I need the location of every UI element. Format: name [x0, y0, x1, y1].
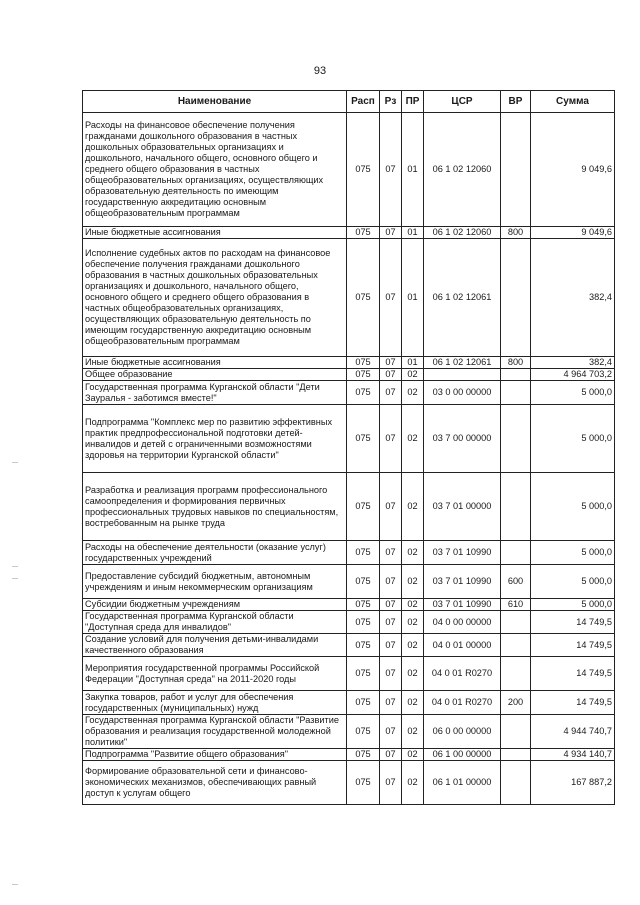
row-pr: 02 [402, 611, 424, 634]
row-vr: 600 [501, 565, 531, 599]
row-vr [501, 657, 531, 691]
row-rasp: 075 [347, 381, 380, 405]
row-rasp: 075 [347, 657, 380, 691]
row-rasp: 075 [347, 357, 380, 369]
row-sum: 382,4 [531, 239, 615, 357]
row-name: Государственная программа Курганской области "Доступная среда для инвалидов" [83, 611, 347, 634]
table-row [83, 357, 615, 369]
row-csr: 06 0 00 00000 [424, 715, 501, 749]
row-sum: 5 000,0 [531, 541, 615, 565]
table-row [83, 369, 615, 381]
row-vr [501, 369, 531, 381]
row-pr: 02 [402, 761, 424, 805]
row-vr [501, 405, 531, 473]
row-sum: 4 944 740,7 [531, 715, 615, 749]
budget-table [82, 90, 615, 805]
row-sum: 9 049,6 [531, 113, 615, 227]
table-row [83, 113, 615, 227]
table-header-row [83, 91, 615, 113]
row-pr: 01 [402, 113, 424, 227]
row-name: Формирование образовательной сети и финансово-экономических механизмов, обеспечивающих равный доступ к услугам общего [83, 761, 347, 805]
row-csr: 06 1 02 12061 [424, 239, 501, 357]
row-name: Закупка товаров, работ и услуг для обеспечения государственных (муниципальных) нужд [83, 691, 347, 715]
row-rz: 07 [380, 611, 402, 634]
row-sum: 5 000,0 [531, 405, 615, 473]
row-pr: 01 [402, 357, 424, 369]
row-csr: 04 0 00 00000 [424, 611, 501, 634]
row-name: Создание условий для получения детьми-инвалидами качественного образования [83, 634, 347, 657]
row-csr: 03 7 01 10990 [424, 541, 501, 565]
row-vr: 610 [501, 599, 531, 611]
row-vr [501, 749, 531, 761]
margin-mark [12, 884, 18, 885]
header-rz: Рз [380, 91, 402, 113]
row-rz: 07 [380, 761, 402, 805]
row-csr [424, 369, 501, 381]
row-name: Разработка и реализация программ профессионального самоопределения и формирования первичных профессиональных трудовых навыков по специальностям, востребованным на рынке труда [83, 473, 347, 541]
row-csr: 06 1 02 12060 [424, 227, 501, 239]
row-rasp: 075 [347, 691, 380, 715]
row-vr [501, 541, 531, 565]
row-rasp: 075 [347, 473, 380, 541]
row-vr [501, 715, 531, 749]
row-pr: 02 [402, 599, 424, 611]
row-sum: 5 000,0 [531, 565, 615, 599]
row-pr: 02 [402, 657, 424, 691]
row-rz: 07 [380, 691, 402, 715]
table-row [83, 227, 615, 239]
row-sum: 5 000,0 [531, 381, 615, 405]
row-name: Предоставление субсидий бюджетным, автономным учреждениям и иным некоммерческим организациям [83, 565, 347, 599]
row-sum: 14 749,5 [531, 691, 615, 715]
margin-mark [12, 566, 18, 567]
row-pr: 02 [402, 715, 424, 749]
row-rz: 07 [380, 565, 402, 599]
table-row [83, 657, 615, 691]
row-csr: 03 7 01 00000 [424, 473, 501, 541]
row-vr: 200 [501, 691, 531, 715]
header-vr: ВР [501, 91, 531, 113]
table-row [83, 691, 615, 715]
table-row [83, 381, 615, 405]
table-row [83, 749, 615, 761]
row-rz: 07 [380, 541, 402, 565]
row-vr [501, 113, 531, 227]
row-csr: 06 1 02 12060 [424, 113, 501, 227]
row-sum: 382,4 [531, 357, 615, 369]
row-csr: 03 0 00 00000 [424, 381, 501, 405]
row-rasp: 075 [347, 227, 380, 239]
row-sum: 14 749,5 [531, 611, 615, 634]
row-sum: 14 749,5 [531, 634, 615, 657]
table-row [83, 634, 615, 657]
page-number: 93 [313, 65, 327, 77]
table-row [83, 239, 615, 357]
table-row [83, 565, 615, 599]
row-rz: 07 [380, 227, 402, 239]
row-rz: 07 [380, 715, 402, 749]
row-vr: 800 [501, 227, 531, 239]
table-row [83, 761, 615, 805]
row-name: Исполнение судебных актов по расходам на финансовое обеспечение получения гражданами дошкольного образования в частных дошкольных образовательных организациях и дошкольного, начального общего, основного общего и среднего общего образования в частных общеобразовательных организациях, осуществляющих образовательную деятельность по имеющим государственную аккредитацию основным общеобразовательным программам [83, 239, 347, 357]
row-rz: 07 [380, 239, 402, 357]
row-pr: 01 [402, 227, 424, 239]
row-vr [501, 611, 531, 634]
row-pr: 02 [402, 473, 424, 541]
row-name: Мероприятия государственной программы Российской Федерации "Доступная среда" на 2011-2020 годы [83, 657, 347, 691]
row-rasp: 075 [347, 611, 380, 634]
row-vr [501, 473, 531, 541]
header-csr: ЦСР [424, 91, 501, 113]
table-row [83, 405, 615, 473]
row-rz: 07 [380, 113, 402, 227]
row-rz: 07 [380, 381, 402, 405]
row-rasp: 075 [347, 369, 380, 381]
row-pr: 02 [402, 405, 424, 473]
row-rz: 07 [380, 369, 402, 381]
row-rz: 07 [380, 473, 402, 541]
row-csr: 06 1 00 00000 [424, 749, 501, 761]
row-sum: 5 000,0 [531, 599, 615, 611]
table-row [83, 473, 615, 541]
row-pr: 02 [402, 634, 424, 657]
row-pr: 02 [402, 381, 424, 405]
row-pr: 02 [402, 369, 424, 381]
row-rasp: 075 [347, 715, 380, 749]
row-rz: 07 [380, 357, 402, 369]
row-name: Общее образование [83, 369, 347, 381]
row-rasp: 075 [347, 541, 380, 565]
row-pr: 02 [402, 565, 424, 599]
header-pr: ПР [402, 91, 424, 113]
row-csr: 04 0 01 R0270 [424, 657, 501, 691]
row-vr [501, 239, 531, 357]
row-sum: 167 887,2 [531, 761, 615, 805]
row-vr [501, 634, 531, 657]
row-vr [501, 381, 531, 405]
row-rz: 07 [380, 405, 402, 473]
row-name: Иные бюджетные ассигнования [83, 357, 347, 369]
row-vr: 800 [501, 357, 531, 369]
row-sum: 4 934 140,7 [531, 749, 615, 761]
row-sum: 4 964 703,2 [531, 369, 615, 381]
row-rasp: 075 [347, 761, 380, 805]
row-rasp: 075 [347, 239, 380, 357]
row-rasp: 075 [347, 565, 380, 599]
row-pr: 02 [402, 691, 424, 715]
row-rz: 07 [380, 749, 402, 761]
row-csr: 04 0 01 R0270 [424, 691, 501, 715]
row-csr: 06 1 02 12061 [424, 357, 501, 369]
row-rz: 07 [380, 657, 402, 691]
table-row [83, 599, 615, 611]
table-row [83, 541, 615, 565]
row-sum: 14 749,5 [531, 657, 615, 691]
row-sum: 9 049,6 [531, 227, 615, 239]
row-csr: 03 7 00 00000 [424, 405, 501, 473]
header-sum: Сумма [531, 91, 615, 113]
row-csr: 06 1 01 00000 [424, 761, 501, 805]
row-name: Расходы на обеспечение деятельности (оказание услуг) государственных учреждений [83, 541, 347, 565]
row-rz: 07 [380, 634, 402, 657]
row-rasp: 075 [347, 405, 380, 473]
row-rasp: 075 [347, 599, 380, 611]
table-row [83, 611, 615, 634]
row-vr [501, 761, 531, 805]
row-name: Иные бюджетные ассигнования [83, 227, 347, 239]
row-csr: 03 7 01 10990 [424, 565, 501, 599]
row-name: Государственная программа Курганской области "Дети Зауралья - заботимся вместе!" [83, 381, 347, 405]
row-sum: 5 000,0 [531, 473, 615, 541]
row-name: Государственная программа Курганской области "Развитие образования и реализация государственной молодежной политики" [83, 715, 347, 749]
row-pr: 01 [402, 239, 424, 357]
row-name: Подпрограмма "Комплекс мер по развитию эффективных практик предпрофессиональной подготовки детей-инвалидов и детей с ограниченными возможностями здоровья на территории Курганской области" [83, 405, 347, 473]
row-rasp: 075 [347, 634, 380, 657]
margin-mark [12, 462, 18, 463]
row-rasp: 075 [347, 113, 380, 227]
row-csr: 03 7 01 10990 [424, 599, 501, 611]
row-name: Подпрограмма "Развитие общего образования" [83, 749, 347, 761]
header-name: Наименование [83, 91, 347, 113]
row-csr: 04 0 01 00000 [424, 634, 501, 657]
row-pr: 02 [402, 749, 424, 761]
margin-mark [12, 578, 18, 579]
row-pr: 02 [402, 541, 424, 565]
table-row [83, 715, 615, 749]
row-name: Расходы на финансовое обеспечение получения гражданами дошкольного образования в частных дошкольных образовательных организациях и дошкольного, начального общего, основного общего и среднего общего образования в частных общеобразовательных организациях, осуществляющих образовательную деятельность по имеющим государственную аккредитацию основным общеобразовательным программам [83, 113, 347, 227]
header-rasp: Расп [347, 91, 380, 113]
row-name: Субсидии бюджетным учреждениям [83, 599, 347, 611]
row-rasp: 075 [347, 749, 380, 761]
row-rz: 07 [380, 599, 402, 611]
